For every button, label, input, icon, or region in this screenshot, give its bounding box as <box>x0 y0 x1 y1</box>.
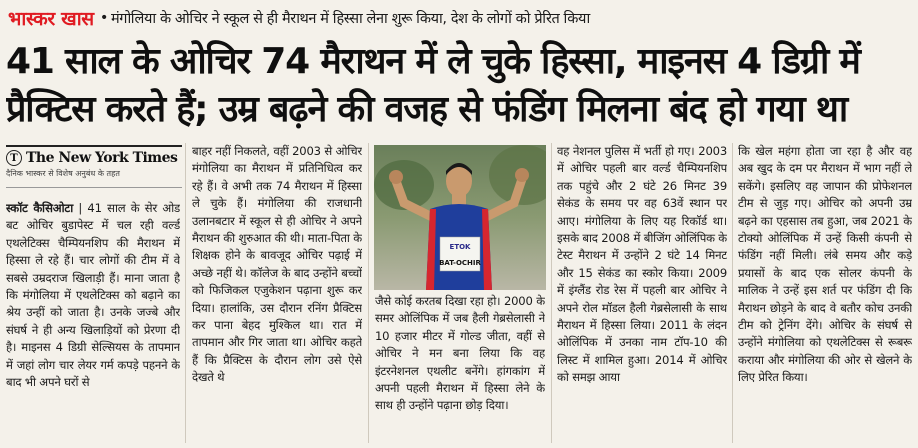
nyt-credit <box>6 145 182 188</box>
article-column-1 <box>6 200 180 445</box>
nyt-subtitle: दैनिक भास्कर से विशेष अनुबंध के तहत <box>6 169 120 178</box>
headline-line-1: 41 साल के ओचिर 74 मैराथन में ले चुके हिस्सा, माइनस 4 डिग्री में <box>6 41 860 82</box>
headline <box>6 38 912 134</box>
column-4-text: वह नेशनल पुलिस में भर्ती हो गए। 2003 में ओचिर पहली बार वर्ल्ड चैम्पियनशिप तक पहुंचे और 2 घंटे 26 मिनट 39 सेकंड के समय पर वह 63वें स्थान पर आए। मंगोलिया के लिए यह रिकॉर्ड था। इसके बाद 2008 में बीजिंग ओलिंपिक के टेस्ट मैराथन में उन्होंने 2 घंटे 14 मिनट और 15 सेकंड का स्कोर किया। 2009 में इंग्लैंड रोड रेस में पहली बार ओचिर ने अपने रोल मॉडल हैली गेब्रसेलासी के साथ मैराथन में हिस्सा लिया। 2011 के लंदन ओलिंपिक में उनका नाम टॉप-10 की लिस्ट में शामिल हुआ। 2014 में ओचिर को समझ आया <box>557 144 727 385</box>
article-column-3 <box>375 293 545 445</box>
runner-photo <box>374 145 546 290</box>
article-column-4 <box>557 143 727 443</box>
dateline: स्कॉट कैसिओटा <box>6 201 74 215</box>
headline-line-2: प्रैक्टिस करते हैं; उम्र बढ़ने की वजह से फंडिंग मिलना बंद हो गया था <box>6 89 847 130</box>
tagline-bullet: • <box>99 10 109 26</box>
column-2-text: बाहर नहीं निकलते, वहीं 2003 से ओचिर मंगोलिया का मैराथन में प्रतिनिधित्व कर रहे हैं। वे अभी तक 74 मैराथन में हिस्सा ले चुके हैं। मंगोलिया की राजधानी उलानबटार में स्कूल से ही ओचिर ने अपने मैराथन की शुरुआत की थी। माता-पिता के शिक्षक होने के बावजूद ओचिर पढ़ाई में अच्छे नहीं थे। कॉलेज के बाद उन्होंने बच्चों को फिजिकल एजुकेशन पढ़ाना शुरू कर दिया। हालांकि, उस दौरान रनिंग प्रैक्टिस कर पाना बेहद मुश्किल था। रात में तापमान और गिर जाता था। ओचिर कहते हैं कि प्रैक्टिस के दौरान लोग उसे ऐसे देखते थे <box>192 144 362 385</box>
column-divider <box>551 143 552 443</box>
nyt-name: The New York Times <box>26 150 178 166</box>
tagline-text: मंगोलिया के ओचिर ने स्कूल से ही मैराथन में हिस्सा लेना शुरू किया, देश के लोगों को प्रेरित किया <box>111 11 590 27</box>
bib-brand: ETOK <box>449 243 471 251</box>
tagline-bar <box>0 0 918 36</box>
column-divider <box>732 143 733 443</box>
runner-illustration <box>374 145 546 290</box>
article-column-2 <box>192 143 362 443</box>
column-divider <box>368 143 369 443</box>
article-column-5 <box>738 143 912 443</box>
bib-name: BAT-OCHIR <box>439 259 481 267</box>
column-5-text: कि खेल महंगा होता जा रहा है और वह अब खुद के दम पर मैराथन में भाग नहीं ले सकेंगे। इसलिए वह जापान की प्रोफेशनल टीम से जुड़ गए। ओचिर को अपनी उम्र बढ़ने का एहसास तब हुआ, जब 2021 के टोक्यो ओलिंपिक में उन्हें किसी कंपनी से फंडिंग नहीं मिली। लंबे समय और कड़े प्रयासों के बाद एक सोलर कंपनी के मालिक ने उन्हें इस शर्त पर फंडिंग दी कि मैराथन छोड़ने के बाद वे बतौर कोच उनकी टीम को ट्रेनिंग देंगे। ओचिर के संघर्ष से उन्होंने मंगोलिया को एथलेटिक्स से रूबरू कराया और मंगोलिया की ओर से खेलने के लिए प्रेरित किया। <box>738 144 912 385</box>
column-divider <box>185 143 186 443</box>
column-1-text: | 41 साल के सेर ओड बट ओचिर बुडापेस्ट में चल रही वर्ल्ड एथलेटिक्स चैम्पियनशिप की मैराथन में हिस्सा ले रहे हैं। चार लोगों की टीम में वे सबसे उम्रदराज खिलाड़ी हैं। माना जाता है कि मंगोलिया में एथलेटिक्स को बढ़ाने का श्रेय उन्हीं को जाता है। उनके जज्बे और संघर्ष ने ही अन्य खिलाड़ियों को प्रेरणा दी है। माइनस 4 डिग्री सेल्सियस के तापमान में जहां लोग चार लेयर गर्म कपड़े पहनने के बाद भी अपने घरों से <box>6 201 180 390</box>
nyt-logo-icon: T <box>6 150 22 166</box>
brand-label: भास्कर खास <box>8 8 94 30</box>
column-3-text: जैसे कोई करतब दिखा रहा हो। 2000 के समर ओलिंपिक में जब हैली गेब्रसेलासी ने 10 हजार मीटर में गोल्ड जीता, वहीं से ओचिर ने मन बना लिया कि वह इंटरनेशनल एथलीट बनेंगे। हांगकांग में अपनी पहली मैराथन में हिस्सा लेने के साथ ही उन्होंने पढ़ाना छोड़ दिया। <box>375 294 545 413</box>
